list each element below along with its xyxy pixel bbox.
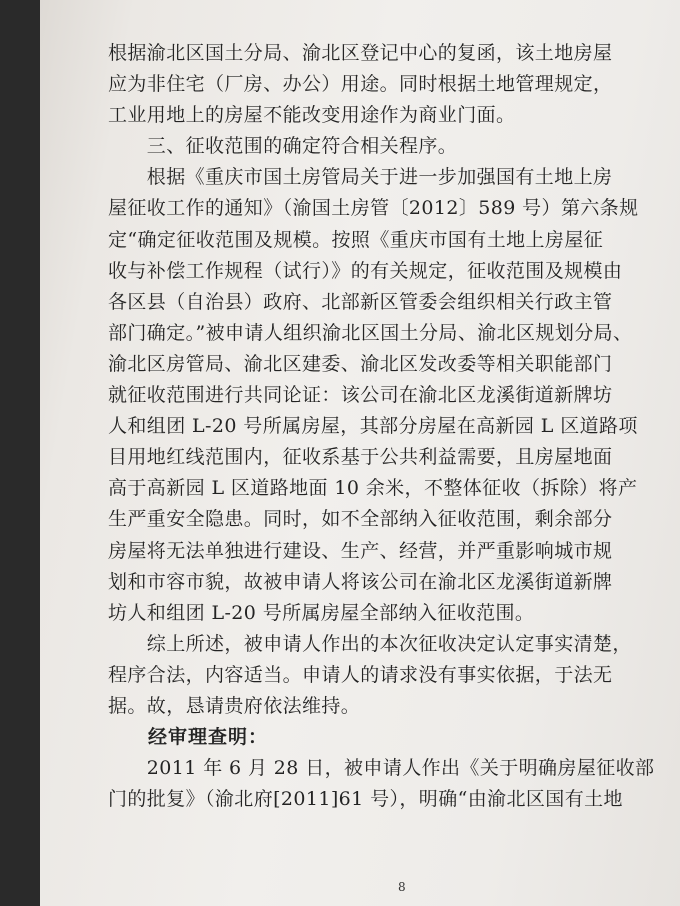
text-line: 划和市容市貌，故被申请人将该公司在渝北区龙溪街道新牌 [108,570,613,593]
text-line: 门的批复》（渝北府[2011]61 号），明确“由渝北区国有土地 [108,788,623,811]
text-line: 目用地红线范围内，征收系基于公共利益需要，且房屋地面 [108,446,613,469]
text-line: 渝北区房管局、渝北区建委、渝北区发改委等相关职能部门 [108,352,613,375]
text-line: 就征收范围进行共同论证：该公司在渝北区龙溪街道新牌坊 [108,384,613,407]
text-line: 根据《重庆市国土房管局关于进一步加强国有土地上房 [108,166,613,189]
text-line: 工业用地上的房屋不能改变用途作为商业门面。 [108,104,516,127]
section-heading: 经审理查明： [108,726,269,749]
text-line: 房屋将无法单独进行建设、生产、经营，并严重影响城市规 [108,539,613,562]
text-line: 综上所述，被申请人作出的本次征收决定认定事实清楚， [108,632,632,655]
text-line: 生严重安全隐患。同时，如不全部纳入征收范围，剩余部分 [108,508,613,531]
text-line: 屋征收工作的通知》（渝国土房管〔2012〕589 号）第六条规 [108,197,639,220]
text-line: 三、征收范围的确定符合相关程序。 [108,135,458,158]
text-line: 据。故，恳请贵府依法维持。 [108,694,361,717]
text-line: 根据渝北区国土分局、渝北区登记中心的复函，该土地房屋 [108,42,613,64]
text-line: 坊人和组团 L-20 号所属房屋全部纳入征收范围。 [108,601,535,624]
page-number: 8 [398,880,406,894]
text-line: 部门确定。”被申请人组织渝北区国土分局、渝北区规划分局、 [108,321,633,344]
text-line: 2011 年 6 月 28 日，被申请人作出《关于明确房屋征收部 [108,757,655,780]
text-line: 高于高新园 L 区道路地面 10 余米，不整体征收（拆除）将产 [108,477,638,500]
text-line: 人和组团 L-20 号所属房屋，其部分房屋在高新园 L 区道路项 [108,415,638,438]
text-line: 定“确定征收范围及规模。按照《重庆市国有土地上房屋征 [108,228,604,251]
document-page [40,0,680,906]
text-line: 各区县（自治县）政府、北部新区管委会组织相关行政主管 [108,290,613,313]
text-line: 收与补偿工作规程（试行）》的有关规定，征收范围及规模由 [108,259,623,282]
document-body [108,38,668,815]
text-line: 应为非住宅（厂房、办公）用途。同时根据土地管理规定， [108,73,613,96]
text-line: 程序合法，内容适当。申请人的请求没有事实依据，于法无 [108,663,613,686]
